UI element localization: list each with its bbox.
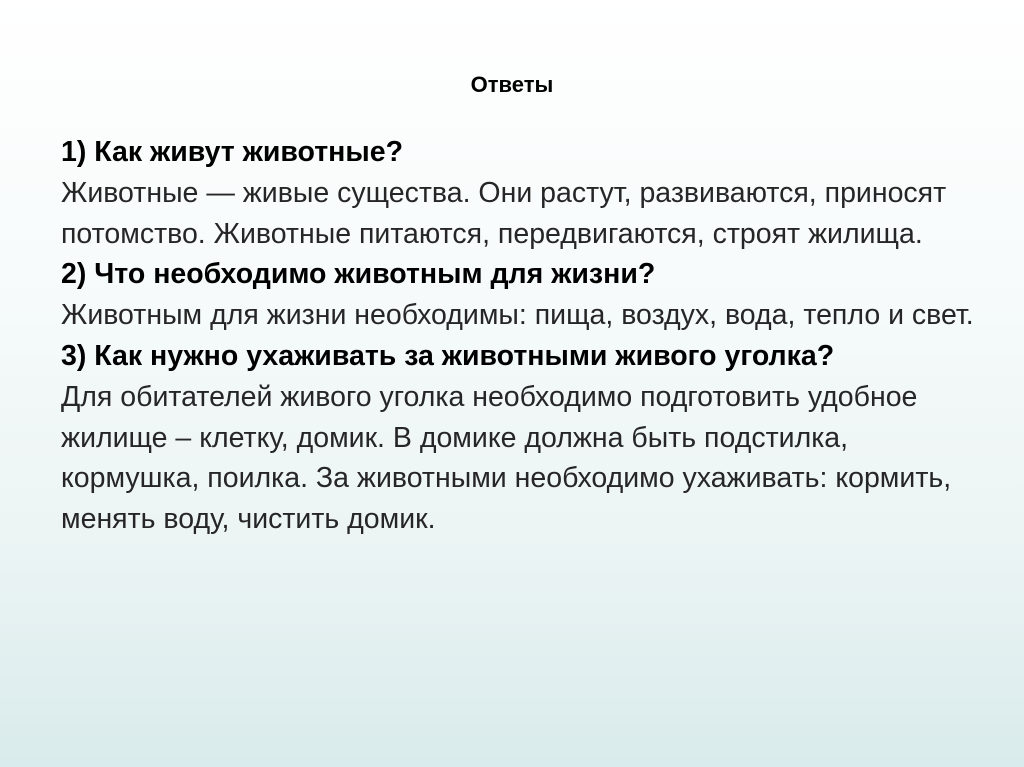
question-3: 3) Как нужно ухаживать за животными живого уголка?	[61, 339, 835, 372]
answer-3: Для обитателей живого уголка необходимо подготовить удобное жилище – клетку, домик. В домике должна быть подстилка, кормушка, поилка. За животными необходимо ухаживать: кормить, менять воду, чистить домик.	[61, 380, 952, 536]
question-1: 1) Как живут животные?	[61, 136, 403, 168]
slide-title: Ответы	[470, 72, 554, 97]
answers-content	[61, 132, 981, 540]
answer-1: Животные — живые существа. Они растут, развиваются, приносят потомство. Животные питаются, передвигаются, строят жилища.	[61, 176, 947, 250]
question-2: 2) Что необходимо животным для жизни?	[61, 258, 656, 291]
answer-2: Животным для жизни необходимы: пища, воздух, вода, тепло и свет.	[61, 299, 974, 332]
